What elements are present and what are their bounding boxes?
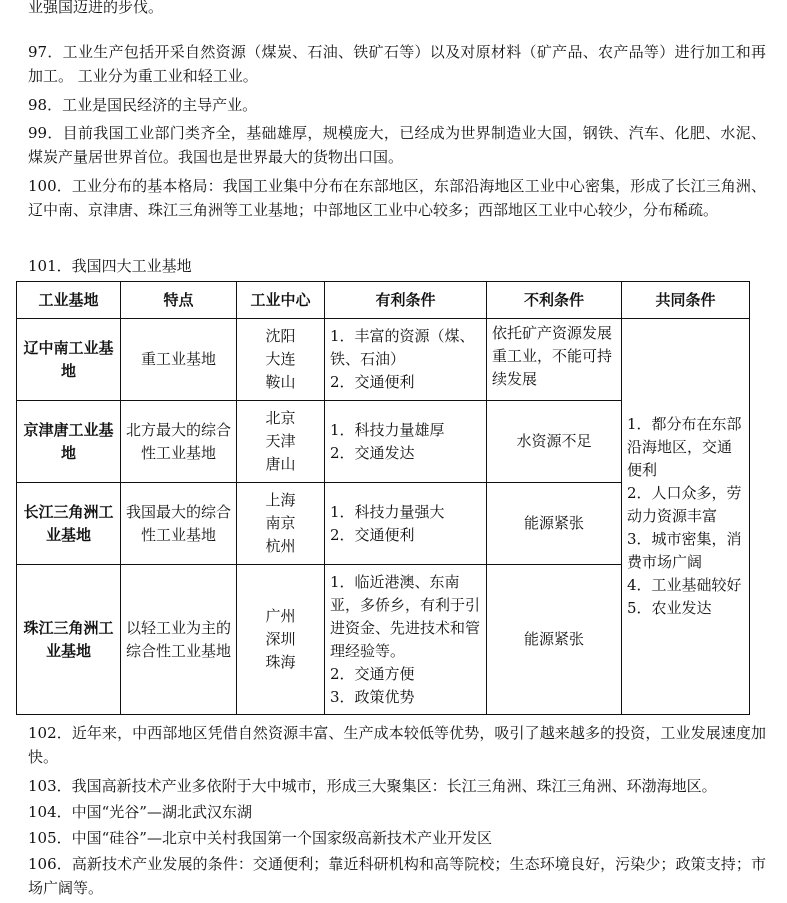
base-name: 京津唐工业基地: [17, 401, 121, 483]
city: 北京: [265, 409, 296, 427]
common-item: 5．农业发达: [627, 599, 712, 617]
favorable-item: 2．交通发达: [330, 443, 415, 462]
header-unfavorable: 不利条件: [487, 282, 622, 319]
base-cities: [237, 565, 325, 715]
city: 沈阳: [265, 327, 296, 345]
favorable-item: 2．交通方便: [330, 664, 415, 683]
favorable-item: 1．丰富的资源（煤、铁、石油）: [330, 327, 475, 368]
common-item: 4．工业基础较好: [627, 576, 742, 594]
base-feature: 重工业基地: [121, 319, 237, 401]
base-cities: [237, 483, 325, 565]
favorable-item: 2．交通便利: [330, 525, 415, 544]
city: 杭州: [265, 537, 296, 555]
favorable-item: 2．交通便利: [330, 373, 415, 391]
table-header-row: [17, 282, 750, 319]
base-unfavorable: 能源紧张: [487, 483, 622, 565]
city: 上海: [265, 491, 296, 509]
base-unfavorable: 能源紧张: [487, 565, 622, 715]
city: 珠海: [265, 653, 296, 671]
header-common: 共同条件: [622, 282, 750, 319]
favorable-item: 3．政策优势: [330, 687, 415, 706]
base-cities: [237, 401, 325, 483]
city: 天津: [265, 432, 296, 450]
table-row: [17, 319, 750, 401]
city: 南京: [265, 514, 296, 532]
base-feature: 以轻工业为主的综合性工业基地: [121, 565, 237, 715]
base-name: 珠江三角洲工业基地: [17, 565, 121, 715]
base-feature: 我国最大的综合性工业基地: [121, 483, 237, 565]
base-favorable: [325, 483, 487, 565]
base-name: 长江三角洲工业基地: [17, 483, 121, 565]
common-item: 1．都分布在东部沿海地区，交通便利: [627, 415, 742, 479]
base-cities: [237, 319, 325, 401]
common-item: 3．城市密集，消费市场广阔: [627, 530, 742, 571]
city: 鞍山: [265, 373, 296, 391]
paragraph-99: 99．目前我国工业部门类齐全，基础雄厚，规模庞大，已经成为世界制造业大国，钢铁、汽车、化肥、水泥、煤炭产量居世界首位。我国也是世界最大的货物出口国。: [28, 124, 766, 166]
paragraph-97: 97．工业生产包括开采自然资源（煤炭、石油、铁矿石等）以及对原材料（矿产品、农产品等）进行加工和再加工。 工业分为重工业和轻工业。: [28, 43, 766, 85]
header-feature: 特点: [121, 282, 237, 319]
paragraph-105: 105．中国“硅谷”—北京中关村我国第一个国家级高新技术产业开发区: [28, 829, 492, 847]
base-name: 辽中南工业基地: [17, 319, 121, 401]
base-favorable: [325, 401, 487, 483]
base-favorable: [325, 319, 487, 401]
paragraph-106: 106．高新技术产业发展的条件：交通便利；靠近科研机构和高等院校；生态环境良好，污染少；政策支持；市场广阔等。: [28, 855, 766, 897]
city: 广州: [265, 607, 296, 625]
base-unfavorable: 水资源不足: [487, 401, 622, 483]
paragraph-102: 102．近年来，中西部地区凭借自然资源丰富、生产成本较低等优势，吸引了越来越多的投资，工业发展速度加快。: [28, 724, 766, 766]
paragraph-98: 98．工业是国民经济的主导产业。: [28, 96, 258, 114]
paragraph-continuation: 业强国迈进的步伐。: [28, 0, 164, 16]
base-favorable: [325, 565, 487, 715]
city: 深圳: [265, 630, 296, 648]
paragraph-103: 103．我国高新技术产业多依附于大中城市，形成三大聚集区：长江三角洲、珠江三角洲、环渤海地区。: [28, 777, 717, 795]
favorable-item: 1．科技力量雄厚: [330, 420, 445, 439]
base-unfavorable: 依托矿产资源发展重工业，不能可持续发展: [487, 319, 622, 401]
paragraph-100: 100．工业分布的基本格局：我国工业集中分布在东部地区，东部沿海地区工业中心密集，形成了长江三角洲、辽中南、京津唐、珠江三角洲等工业基地；中部地区工业中心较多；西部地区工业中心较少，分布稀疏。: [28, 177, 766, 219]
industrial-bases-table: [16, 281, 750, 715]
favorable-item: 1．科技力量强大: [330, 502, 445, 521]
common-item: 2．人口众多，劳动力资源丰富: [627, 484, 742, 525]
header-favorable: 有利条件: [325, 282, 487, 319]
common-conditions: [622, 319, 750, 715]
city: 大连: [265, 350, 296, 368]
favorable-item: 1．临近港澳、东南亚，多侨乡，有利于引进资金、先进技术和管理经验等。: [330, 572, 481, 660]
header-center: 工业中心: [237, 282, 325, 319]
base-feature: 北方最大的综合性工业基地: [121, 401, 237, 483]
city: 唐山: [265, 455, 296, 473]
paragraph-101: 101．我国四大工业基地: [28, 257, 192, 275]
paragraph-104: 104．中国“光谷”—湖北武汉东湖: [28, 803, 252, 821]
header-base: 工业基地: [17, 282, 121, 319]
